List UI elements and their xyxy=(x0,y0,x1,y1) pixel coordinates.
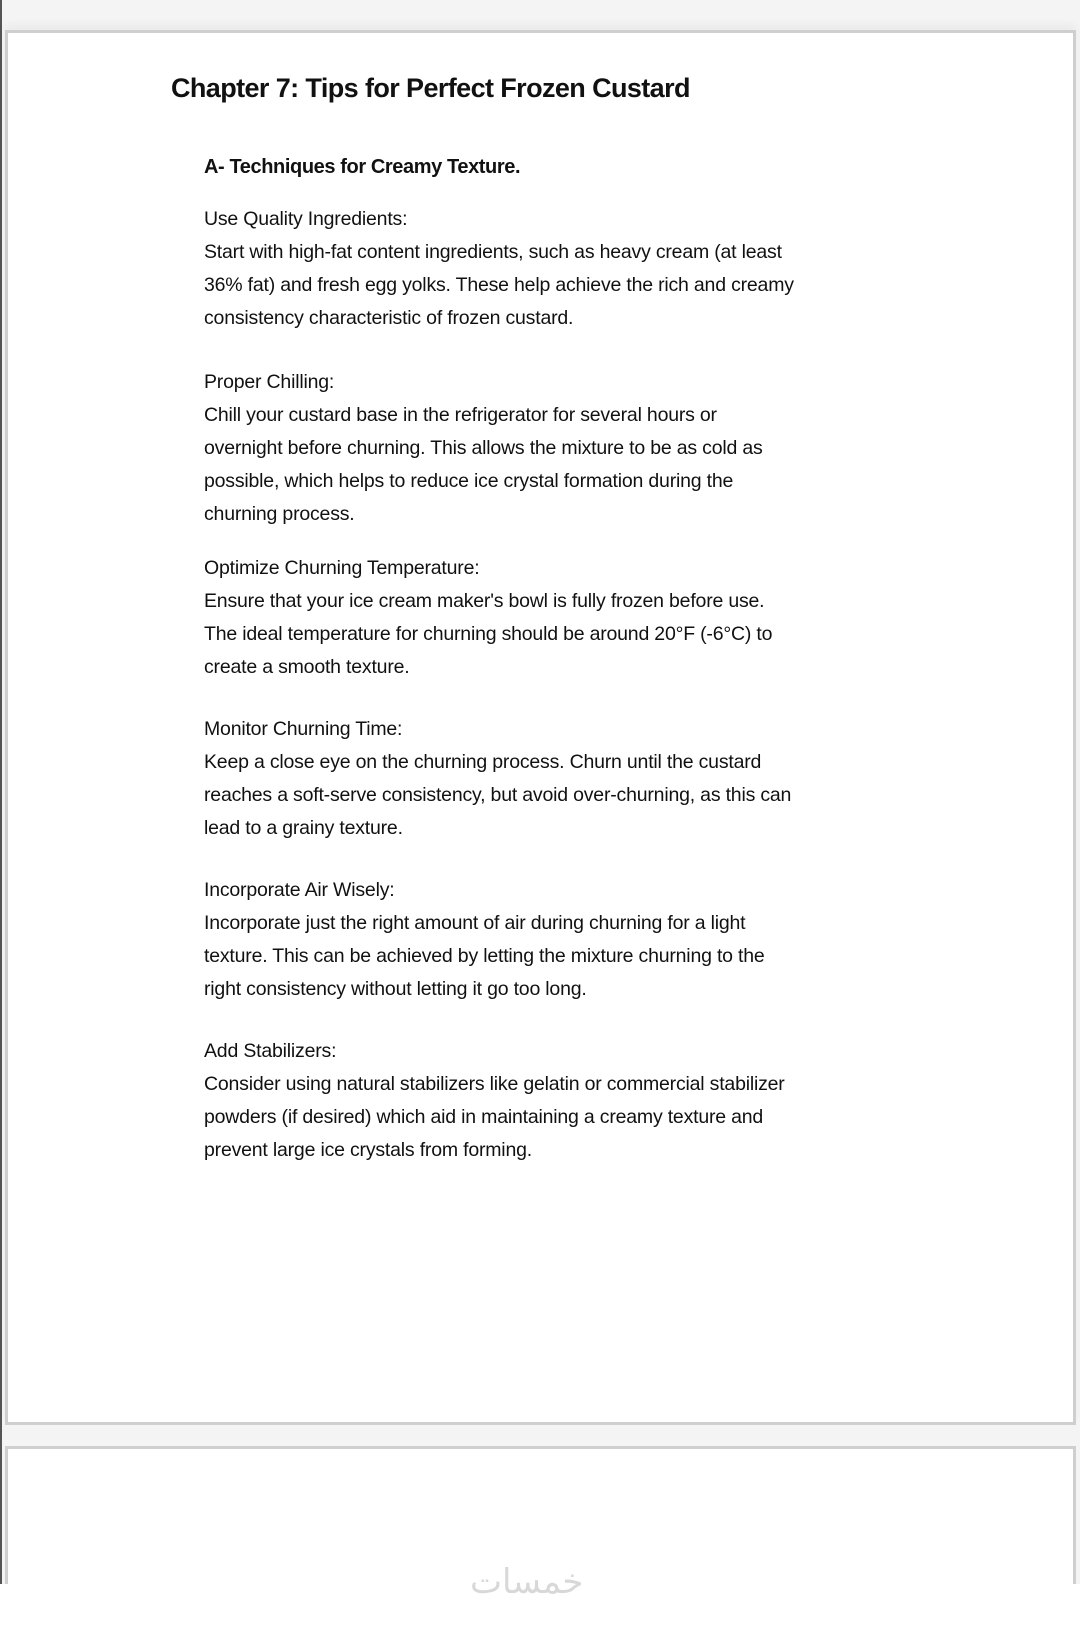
tip-text-line: Keep a close eye on the churning process. Churn until the custard xyxy=(204,751,762,773)
page-1 xyxy=(5,30,1076,1425)
tip-heading: Use Quality Ingredients: xyxy=(204,208,408,230)
tip-text-line: overnight before churning. This allows the mixture to be as cold as xyxy=(204,437,763,459)
tip-heading: Incorporate Air Wisely: xyxy=(204,879,395,901)
tip-heading: Monitor Churning Time: xyxy=(204,718,403,740)
tip-section xyxy=(204,366,763,531)
watermark-logo: خمسات xyxy=(470,1562,584,1602)
tip-text-line: powders (if desired) which aid in maintaining a creamy texture and xyxy=(204,1106,764,1128)
tip-text-line: reaches a soft-serve consistency, but avoid over-churning, as this can xyxy=(204,784,792,806)
tip-section xyxy=(204,203,794,335)
tip-text-line: prevent large ice crystals from forming. xyxy=(204,1139,532,1161)
tip-heading: Proper Chilling: xyxy=(204,371,335,393)
tip-text-line: The ideal temperature for churning should be around 20°F (-6°C) to xyxy=(204,623,773,645)
tip-text-line: lead to a grainy texture. xyxy=(204,817,403,839)
tip-text-line: Ensure that your ice cream maker's bowl is fully frozen before use. xyxy=(204,590,765,612)
tip-heading: Optimize Churning Temperature: xyxy=(204,557,480,579)
tip-text-line: 36% fat) and fresh egg yolks. These help achieve the rich and creamy xyxy=(204,274,794,296)
tip-section xyxy=(204,874,765,1006)
tip-text-line: possible, which helps to reduce ice crystal formation during the xyxy=(204,470,734,492)
tip-text-line: right consistency without letting it go too long. xyxy=(204,978,587,1000)
tip-text-line: Start with high-fat content ingredients, such as heavy cream (at least xyxy=(204,241,782,263)
tip-heading: Add Stabilizers: xyxy=(204,1040,337,1062)
tip-text-line: consistency characteristic of frozen custard. xyxy=(204,307,574,329)
tip-text-line: create a smooth texture. xyxy=(204,656,410,678)
tip-section xyxy=(204,713,791,845)
tip-text-line: texture. This can be achieved by letting the mixture churning to the xyxy=(204,945,765,967)
tip-text-line: Consider using natural stabilizers like gelatin or commercial stabilizer xyxy=(204,1073,785,1095)
section-subheading: A- Techniques for Creamy Texture. xyxy=(204,156,521,178)
tip-text-line: Incorporate just the right amount of air during churning for a light xyxy=(204,912,746,934)
tip-section xyxy=(204,1035,785,1167)
tip-section xyxy=(204,552,772,684)
tip-text-line: Chill your custard base in the refrigerator for several hours or xyxy=(204,404,717,426)
tip-text-line: churning process. xyxy=(204,503,355,525)
chapter-title: Chapter 7: Tips for Perfect Frozen Custard xyxy=(171,73,690,103)
